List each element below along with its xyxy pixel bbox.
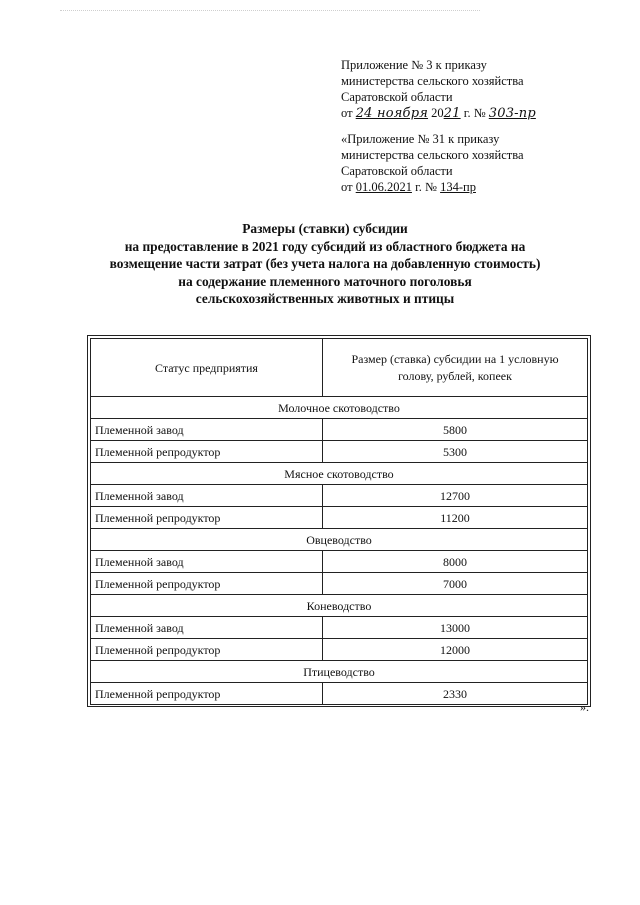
row-status: Племенной завод: [91, 617, 323, 639]
handwritten-year: 21: [443, 106, 461, 121]
section-horse: Коневодство: [91, 595, 588, 617]
row-value: 13000: [323, 617, 588, 639]
appendix-current-date-line: [341, 105, 536, 122]
row-value: 5300: [323, 441, 588, 463]
section-row: [91, 529, 588, 551]
row-status: Племенной репродуктор: [91, 507, 323, 529]
row-value: 7000: [323, 573, 588, 595]
row-value: 5800: [323, 419, 588, 441]
row-status: Племенной завод: [91, 485, 323, 507]
section-row: [91, 397, 588, 419]
table-row: [91, 441, 588, 463]
header-status: Статус предприятия: [91, 339, 323, 397]
appendix-current-block: [341, 57, 536, 122]
appendix-original-block: [341, 131, 524, 195]
table-row: [91, 551, 588, 573]
section-row: [91, 595, 588, 617]
row-status: Племенной репродуктор: [91, 683, 323, 705]
section-sheep: Овцеводство: [91, 529, 588, 551]
date-prefix: от: [341, 180, 353, 194]
section-poultry: Птицеводство: [91, 661, 588, 683]
number-label: №: [473, 106, 486, 120]
row-value: 11200: [323, 507, 588, 529]
original-date: 01.06.2021: [355, 180, 412, 194]
table-row: [91, 485, 588, 507]
header-rate-line1: Размер (ставка) субсидии на 1 условную: [351, 351, 559, 366]
handwritten-number: 303-пр: [488, 106, 536, 121]
appendix-original-date-line: [341, 179, 524, 195]
handwritten-date: 24 ноября: [355, 106, 429, 121]
title-line2: на предоставление в 2021 году субсидий из областного бюджета на: [124, 238, 526, 254]
table-header-row: [91, 339, 588, 397]
subsidy-rates-table: [90, 338, 588, 705]
original-number: 134-пр: [440, 180, 476, 194]
header-rate-line2: голову, рублей, копеек: [398, 368, 512, 383]
scan-artifact-line: [60, 10, 480, 12]
appendix-current-line1: Приложение № 3 к приказу: [341, 58, 487, 72]
section-row: [91, 463, 588, 485]
appendix-original-line3: Саратовской области: [341, 164, 453, 178]
year-label: г.: [463, 106, 471, 120]
appendix-current-line3: Саратовской области: [341, 90, 453, 104]
table-row: [91, 639, 588, 661]
document-title: [70, 220, 580, 308]
year-prefix: 20: [431, 106, 444, 120]
header-rate: [323, 339, 588, 397]
closing-quote-mark: ».: [580, 700, 589, 714]
appendix-original-line1: «Приложение № 31 к приказу: [341, 132, 500, 146]
row-value: 8000: [323, 551, 588, 573]
date-prefix: от: [341, 106, 353, 120]
title-line3: возмещение части затрат (без учета налога на добавленную стоимость): [109, 256, 541, 271]
row-status: Племенной завод: [91, 419, 323, 441]
row-value: 12000: [323, 639, 588, 661]
section-dairy: Молочное скотоводство: [91, 397, 588, 419]
number-label: №: [425, 180, 437, 194]
title-line4: на содержание племенного маточного поголовья: [178, 273, 472, 289]
table-row: [91, 507, 588, 529]
title-line5: сельскохозяйственных животных и птицы: [195, 291, 455, 306]
appendix-original-line2: министерства сельского хозяйства: [341, 148, 524, 162]
table-row: [91, 419, 588, 441]
section-beef: Мясное скотоводство: [91, 463, 588, 485]
row-value: 12700: [323, 485, 588, 507]
table-row: [91, 573, 588, 595]
table-row: [91, 617, 588, 639]
title-line1: Размеры (ставки) субсидии: [242, 221, 408, 236]
table-row: [91, 683, 588, 705]
appendix-current-line2: министерства сельского хозяйства: [341, 74, 524, 88]
year-label: г.: [415, 180, 422, 194]
row-status: Племенной репродуктор: [91, 573, 323, 595]
section-row: [91, 661, 588, 683]
row-status: Племенной репродуктор: [91, 639, 323, 661]
row-status: Племенной завод: [91, 551, 323, 573]
row-status: Племенной репродуктор: [91, 441, 323, 463]
row-value: 2330: [323, 683, 588, 705]
